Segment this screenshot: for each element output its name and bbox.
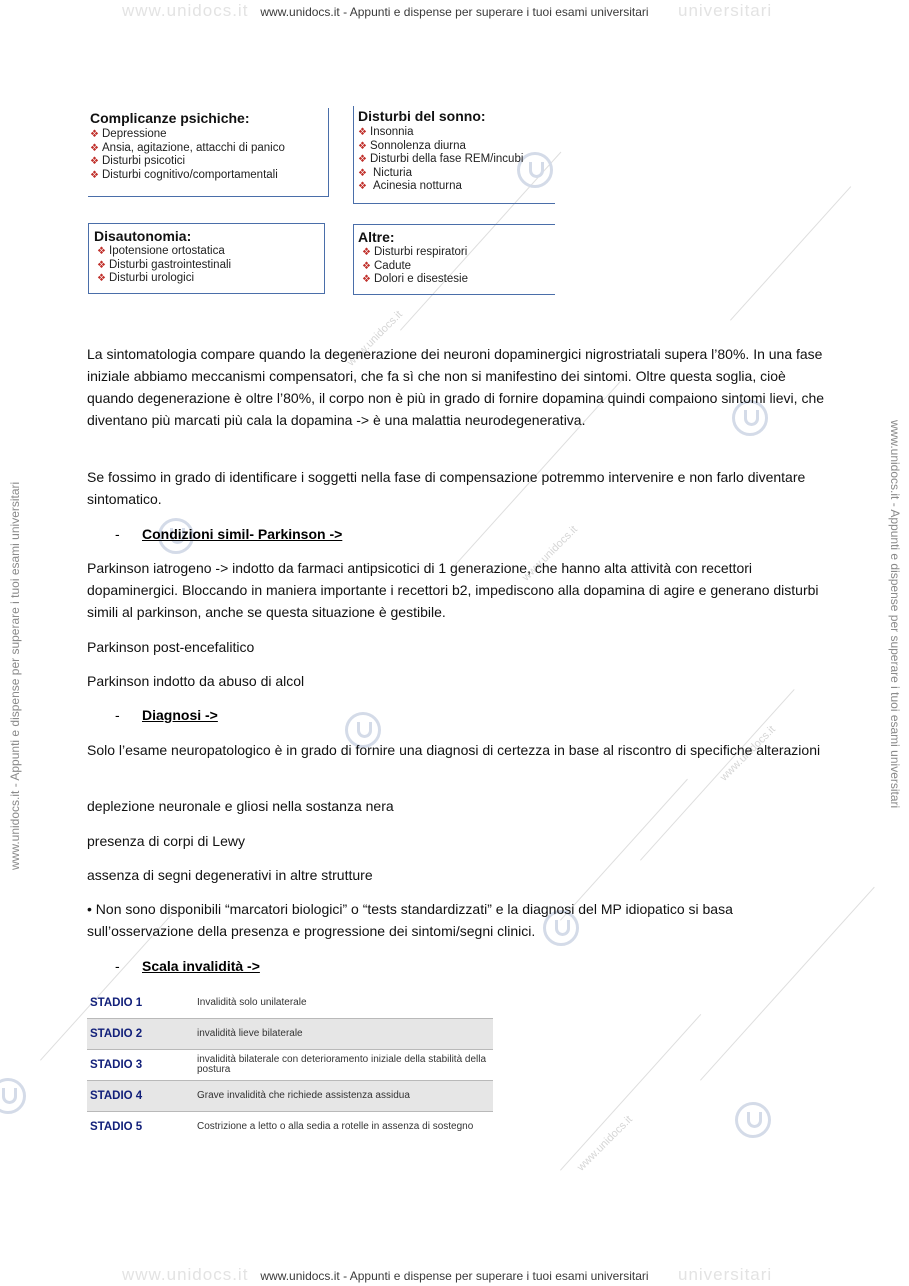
watermark-header: www.unidocs.it - Appunti e dispense per superare i tuoi esami universitari [260, 5, 649, 19]
bullet-icon: ❖ [358, 167, 367, 179]
list-item: ❖ Dolori e disestesie [362, 273, 468, 285]
stage-label: STADIO 3 [90, 1059, 143, 1071]
watermark-logo-icon [735, 1102, 771, 1138]
list-item: ❖ Disturbi respiratori [362, 246, 468, 258]
bullet-icon: ❖ [362, 274, 371, 285]
heading-scala-invalidita: - Scala invalidità -> [115, 958, 260, 974]
watermark-ghost-left: www.unidocs.it [122, 1, 249, 20]
stage-label: STADIO 2 [90, 1028, 143, 1040]
paragraph-marcatori: • Non sono disponibili “marcatori biologici” o “tests standardizzati” e la diagnosi del MP idiopatico si basa sull’osservazione della presenza e progressione dei sintomi/segni clinici. [87, 901, 733, 939]
paragraph-sintomatologia: La sintomatologia compare quando la degenerazione dei neuroni dopaminergici nigrostriatali supera l’80%. In una fase iniziale abbiamo meccanismi compensatori, che fa sì che non si manifestino dei sintomi. Oltre questa soglia, cioè quando degenerazione è oltre l’80%, il corpo non è più in grado di fornire dopamina quindi compaiono sintomi lievi, che diventano più marcati più cala la dopamina -> è una malattia neurodegenerativa. [87, 346, 825, 428]
list-item: ❖ Disturbi cognitivo/comportamentali [90, 168, 278, 181]
box-list [89, 245, 324, 286]
stage-label: STADIO 4 [90, 1090, 143, 1102]
paragraph-esame-neuropatologico: Solo l’esame neuropatologico è in grado di fornire una diagnosi di certezza in base al riscontro di specifiche alterazioni [87, 742, 821, 758]
list-item: ❖ Ipotensione ortostatica [97, 245, 225, 257]
watermark-side-right: www.unidocs.it - Appunti e dispense per superare i tuoi esami universitari [888, 420, 902, 809]
watermark-footer: www.unidocs.it - Appunti e dispense per superare i tuoi esami universitari [260, 1269, 649, 1283]
box-complicanze-psichiche [88, 108, 329, 197]
bullet-icon: ❖ [90, 169, 99, 181]
watermark-line [730, 186, 851, 320]
table-row [87, 1081, 493, 1112]
list-item: ❖ Ansia, agitazione, attacchi di panico [90, 141, 285, 154]
paragraph-post-encefalitico: Parkinson post-encefalitico [87, 639, 255, 655]
bullet-icon: ❖ [90, 129, 99, 140]
list-item: ❖ Disturbi psicotici [90, 155, 186, 167]
bullet-icon: ❖ [358, 154, 367, 165]
table-row [87, 988, 493, 1019]
box-altre [353, 224, 555, 295]
bullet-icon: ❖ [358, 127, 367, 138]
list-item: ❖ Disturbi della fase REM/incubi [358, 153, 524, 165]
watermark-diag: www.unidocs.it [345, 308, 405, 369]
list-item: ❖ Nicturia [358, 166, 412, 179]
list-item: ❖ Disturbi gastrointestinali [97, 258, 232, 271]
watermark-ghost-left-bottom: www.unidocs.it [122, 1265, 249, 1284]
table-row [87, 1019, 493, 1050]
bullet-icon: ❖ [362, 247, 371, 258]
stage-description: Costrizione a letto o alla sedia a rotelle in assenza di sostegno [197, 1121, 474, 1132]
box-title: Altre: [358, 229, 395, 245]
paragraph-deplezione: deplezione neuronale e gliosi nella sostanza nera [87, 798, 394, 814]
stage-label: STADIO 1 [90, 997, 143, 1009]
box-title: Complicanze psichiche: [90, 110, 250, 126]
stage-description: invalidità bilaterale con deterioramento iniziale della stabilità della postura [197, 1054, 487, 1075]
watermark-side-left: www.unidocs.it - Appunti e dispense per superare i tuoi esami universitari [8, 481, 22, 870]
watermark-ghost-right: universitari [678, 1, 773, 20]
table-row [87, 1112, 493, 1142]
bullet-icon: ❖ [97, 259, 106, 271]
list-item: ❖ Acinesia notturna [358, 180, 462, 192]
stage-label: STADIO 5 [90, 1121, 143, 1133]
bullet-icon: ❖ [362, 260, 371, 272]
heading-diagnosi: - Diagnosi -> [115, 707, 218, 723]
paragraph-alcol: Parkinson indotto da abuso di alcol [87, 673, 305, 689]
bullet-icon: ❖ [90, 156, 99, 167]
list-item: ❖ Sonnolenza diurna [358, 139, 466, 152]
watermark-logo-icon [0, 1078, 26, 1114]
paragraph-corpi-lewy: presenza di corpi di Lewy [87, 833, 245, 849]
paragraph-compensazione: Se fossimo in grado di identificare i soggetti nella fase di compensazione potremmo intervenire e non farlo diventare sintomatico. [87, 469, 806, 507]
stage-description: Invalidità solo unilaterale [197, 997, 307, 1008]
stage-description: invalidità lieve bilaterale [197, 1028, 303, 1039]
watermark-diag: www.unidocs.it [718, 723, 778, 784]
list-item: ❖ Cadute [362, 259, 412, 272]
box-disautonomia [88, 223, 325, 294]
list-item: ❖ Insonnia [358, 126, 414, 138]
heading-condizioni-simil-parkinson: - Condizioni simil- Parkinson -> [115, 526, 343, 542]
box-list [354, 246, 555, 287]
bullet-icon: ❖ [97, 246, 106, 257]
bullet-icon: ❖ [358, 181, 367, 192]
watermark-ghost-right-bottom: universitari [678, 1265, 773, 1284]
stage-description: Grave invalidità che richiede assistenza assidua [197, 1090, 410, 1101]
watermark-diag: www.unidocs.it [520, 523, 580, 584]
box-list [88, 128, 328, 182]
watermark-diag: www.unidocs.it [575, 1113, 635, 1174]
paragraph-assenza-segni: assenza di segni degenerativi in altre strutture [87, 867, 373, 883]
watermark-line [560, 1014, 701, 1171]
bullet-icon: ❖ [90, 142, 99, 154]
list-item: ❖ Depressione [90, 128, 167, 140]
bullet-icon: ❖ [358, 140, 367, 152]
bullet-icon: ❖ [97, 273, 106, 284]
invalidity-scale-table [87, 988, 493, 1142]
box-title: Disturbi del sonno: [358, 108, 486, 124]
box-disturbi-sonno [353, 106, 555, 204]
box-title: Disautonomia: [94, 228, 192, 244]
paragraph-parkinson-iatrogeno: Parkinson iatrogeno -> indotto da farmaci antipsicotici di 1 generazione, che hanno alta attività con recettori dopaminergici. Bloccando in maniera importante i recettori b2, impediscono alla dopamina di agire e generano disturbi simili al parkinson, anche se questa situazione è gestibile. [87, 560, 819, 620]
box-list [354, 126, 555, 194]
table-row [87, 1050, 493, 1081]
list-item: ❖ Disturbi urologici [97, 272, 195, 284]
